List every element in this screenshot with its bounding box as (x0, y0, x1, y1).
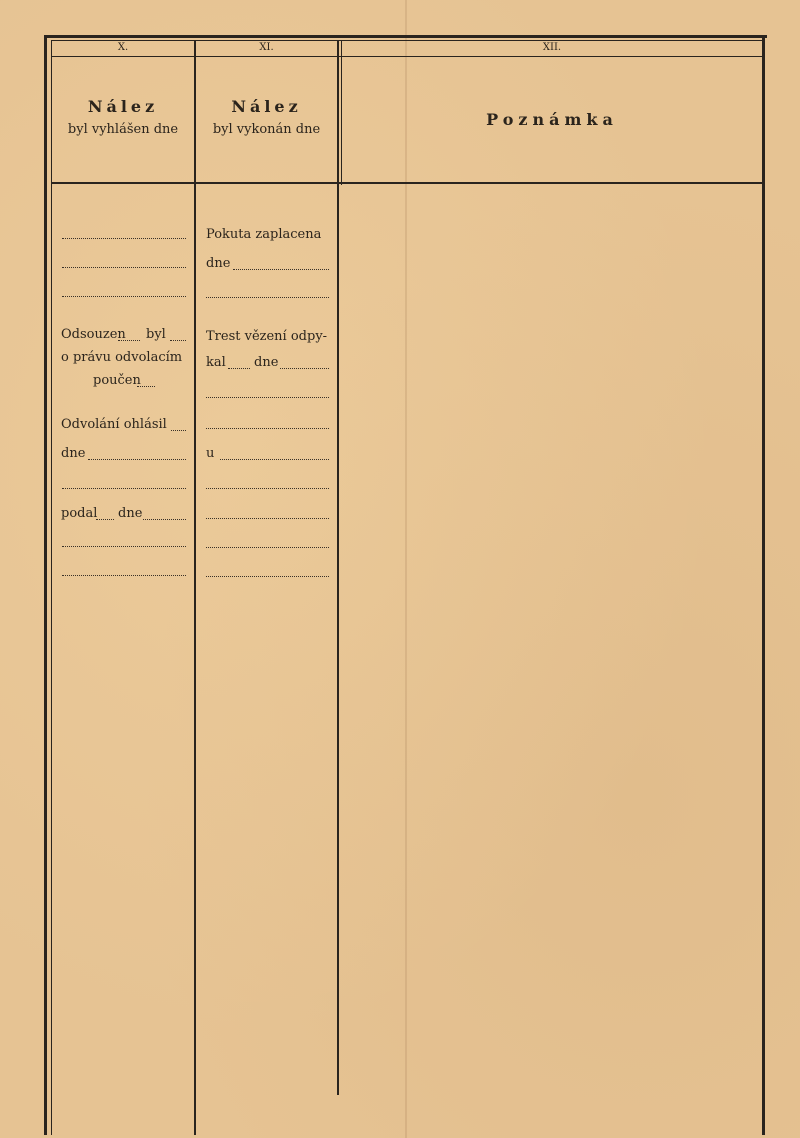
x-blank-line-2[interactable] (62, 267, 186, 268)
poznamka-area[interactable] (342, 185, 761, 1095)
column-x-title: Nález (87, 97, 159, 116)
xi-blank-line-3[interactable] (206, 428, 329, 429)
x-odsouzen-blank[interactable] (118, 340, 140, 341)
column-divider-xi-xii (337, 40, 339, 1095)
xi-dne2-label: dne (254, 355, 279, 370)
x-blank-line-1[interactable] (62, 238, 186, 239)
column-xi-title: Nález (231, 97, 302, 116)
xi-blank-line-5[interactable] (206, 518, 329, 519)
column-number-xii: XII. (542, 42, 562, 53)
xi-dne2-blank[interactable] (280, 368, 329, 369)
x-blank-line-6[interactable] (62, 575, 186, 576)
x-dne2-label: dne (118, 506, 143, 521)
xi-dne1-blank[interactable] (233, 269, 329, 270)
x-podal-blank[interactable] (96, 519, 114, 520)
xi-blank-line-1[interactable] (206, 297, 329, 298)
x-poucen-blank[interactable] (137, 386, 155, 387)
x-blank-line-3[interactable] (62, 296, 186, 297)
column-x-subtitle: byl vyhlášen dne (67, 122, 179, 137)
x-dne2-blank[interactable] (143, 519, 186, 520)
x-o-pravu-label: o právu odvolacím (61, 350, 183, 365)
column-xii-title: Poznámka (486, 110, 618, 129)
x-dne1-label: dne (61, 446, 86, 461)
frame-left-thin-line (51, 40, 52, 1135)
xi-blank-line-2[interactable] (206, 397, 329, 398)
xi-blank-line-7[interactable] (206, 576, 329, 577)
column-xi-subtitle: byl vykonán dne (212, 122, 321, 137)
x-odvolani-blank[interactable] (171, 430, 186, 431)
column-number-x: X. (117, 42, 129, 53)
xi-u-label: u (206, 446, 215, 461)
xi-pokuta-label: Pokuta zaplacena (206, 227, 322, 242)
xi-blank-line-4[interactable] (206, 488, 329, 489)
frame-right-line (762, 35, 765, 1135)
x-blank-line-4[interactable] (62, 488, 186, 489)
x-odvolani-label: Odvolání ohlásil (61, 417, 167, 432)
x-byl-label: byl (146, 327, 166, 342)
xi-kal-blank[interactable] (228, 368, 250, 369)
x-blank-line-5[interactable] (62, 546, 186, 547)
column-number-xi: XI. (259, 42, 274, 53)
xi-trest-label: Trest vězení odpy- (206, 329, 328, 344)
x-podal-label: podal (61, 506, 98, 521)
x-dne1-blank[interactable] (88, 459, 186, 460)
header-number-line (52, 56, 762, 57)
header-bottom-line (52, 182, 762, 184)
xi-blank-line-6[interactable] (206, 547, 329, 548)
x-poucen-label: poučen (93, 373, 141, 388)
frame-top-line (47, 35, 767, 38)
xi-dne1-label: dne (206, 256, 231, 271)
xi-kal-label: kal (206, 355, 226, 370)
frame-left-line (44, 35, 47, 1135)
x-byl-blank[interactable] (170, 340, 186, 341)
frame-top-thin-line (52, 40, 762, 41)
column-divider-x-xi (194, 40, 196, 1135)
xi-u-blank[interactable] (220, 459, 329, 460)
x-odsouzen-label: Odsouzen (61, 327, 126, 342)
